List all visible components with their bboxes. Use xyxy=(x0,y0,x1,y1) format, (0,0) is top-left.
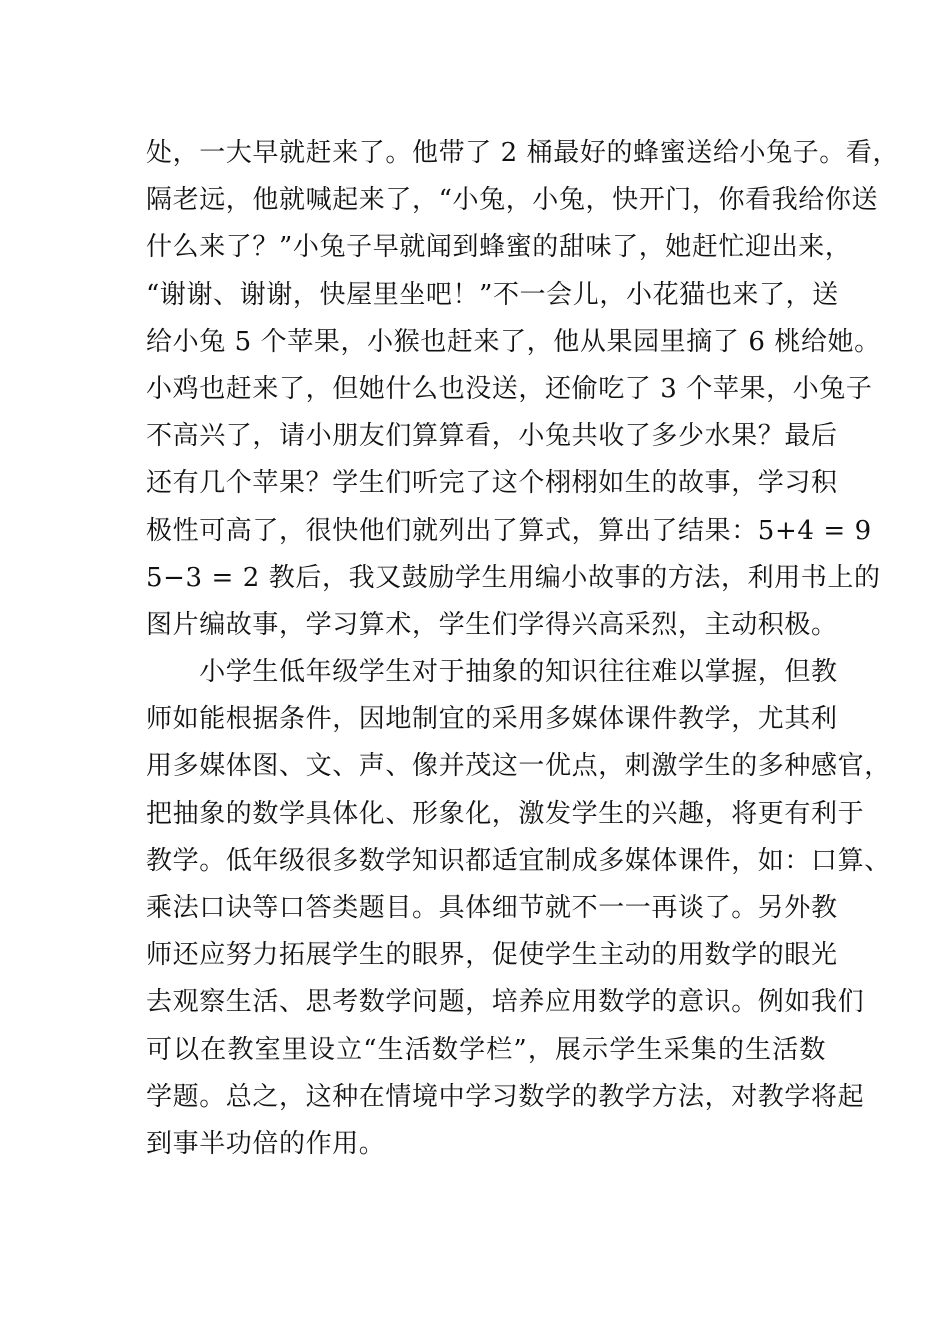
text-line: 小鸡也赶来了，但她什么也没送，还偷吃了 3 个苹果，小兔子 xyxy=(146,373,873,404)
text-line: 师如能根据条件，因地制宜的采用多媒体课件教学，尤其利 xyxy=(146,704,838,735)
text-line: 还有几个苹果？学生们听完了这个栩栩如生的故事，学习积 xyxy=(146,468,838,499)
body-text xyxy=(146,130,900,1168)
text-line: 5−3 = 2 教后，我又鼓励学生用编小故事的方法，利用书上的 xyxy=(146,562,881,593)
text-line: 教学。低年级很多数学知识都适宜制成多媒体课件，如：口算、 xyxy=(146,845,891,876)
text-line: 不高兴了，请小朋友们算算看，小兔共收了多少水果？最后 xyxy=(146,421,838,452)
text-line: 给小兔 5 个苹果，小猴也赶来了，他从果园里摘了 6 桃给她。 xyxy=(146,326,881,357)
text-line: 乘法口诀等口答类题目。具体细节就不一一再谈了。另外教 xyxy=(146,893,838,923)
text-line: 小学生低年级学生对于抽象的知识往往难以掌握，但教 xyxy=(146,657,838,688)
text-line: “谢谢、谢谢，快屋里坐吧！”不一会儿，小花猫也来了，送 xyxy=(146,279,839,310)
text-line: 到事半功倍的作用。 xyxy=(146,1128,386,1159)
text-line: 用多媒体图、文、声、像并茂这一优点，刺激学生的多种感官， xyxy=(146,751,891,782)
text-line: 什么来了？”小兔子早就闻到蜂蜜的甜味了，她赶忙迎出来， xyxy=(146,232,852,263)
text-line: 隔老远，他就喊起来了，“小兔，小兔，快开门，你看我给你送 xyxy=(146,185,879,216)
text-line: 极性可高了，很快他们就列出了算式，算出了结果：5+4 = 9 xyxy=(146,515,872,546)
text-line: 图片编故事，学习算术，学生们学得兴高采烈，主动积极。 xyxy=(146,609,838,640)
text-line: 把抽象的数学具体化、形象化，激发学生的兴趣，将更有利于 xyxy=(146,798,865,829)
text-line: 师还应努力拓展学生的眼界，促使学生主动的用数学的眼光 xyxy=(146,940,838,971)
text-line: 学题。总之，这种在情境中学习数学的教学方法，对教学将起 xyxy=(146,1081,865,1112)
text-line: 处，一大早就赶来了。他带了 2 桶最好的蜂蜜送给小兔子。看， xyxy=(146,138,900,168)
text-line: 可以在教室里设立“生活数学栏”，展示学生采集的生活数 xyxy=(146,1034,826,1065)
text-line: 去观察生活、思考数学问题，培养应用数学的意识。例如我们 xyxy=(146,987,865,1018)
